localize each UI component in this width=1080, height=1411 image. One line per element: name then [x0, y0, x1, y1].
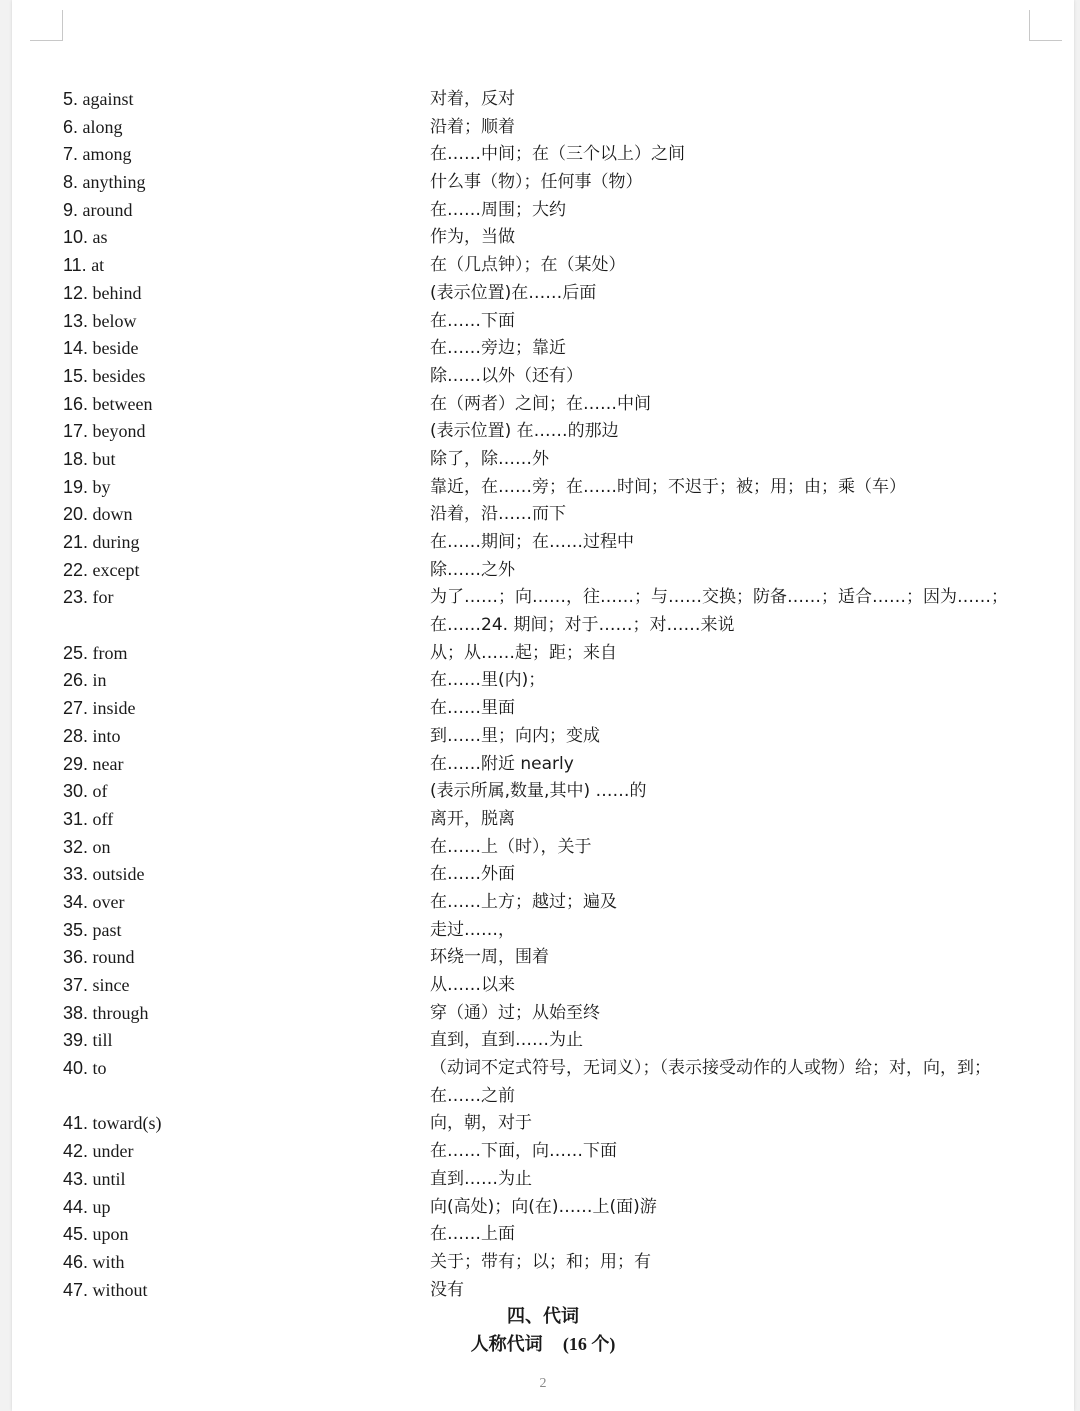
list-item	[12, 335, 1074, 363]
entry-word	[63, 280, 142, 308]
entry-number: 36.	[63, 947, 89, 968]
list-item	[12, 1166, 1074, 1194]
list-item	[12, 1110, 1074, 1138]
entry-word	[63, 889, 125, 917]
entry-meaning	[430, 557, 1040, 585]
entry-term: until	[92, 1168, 126, 1189]
entry-word	[63, 418, 146, 446]
entry-meaning	[430, 86, 1040, 114]
entry-word	[63, 834, 111, 862]
sub-heading-label: 人称代词	[470, 1334, 543, 1355]
entry-number: 12.	[63, 282, 89, 303]
list-item	[12, 778, 1074, 806]
entry-meaning-line-2: 在……24. 期间；对于……；对……来说	[430, 615, 735, 636]
entry-word	[63, 1000, 149, 1028]
entry-number: 40.	[63, 1058, 89, 1079]
entry-meaning-line: 在……周围；大约	[430, 199, 566, 220]
entry-number: 42.	[63, 1141, 89, 1162]
entry-meaning-line: 直到……为止	[430, 1168, 532, 1189]
preposition-list	[12, 86, 1074, 1304]
entry-meaning-line: 在……下面	[430, 310, 515, 331]
entry-meaning-line: 在……下面，向……下面	[430, 1141, 617, 1162]
entry-term: below	[92, 310, 137, 331]
entry-meaning-line: 在……期间；在……过程中	[430, 532, 634, 552]
entry-number: 35.	[63, 919, 89, 940]
entry-meaning	[430, 335, 1040, 363]
entry-term: with	[92, 1251, 125, 1272]
entry-meaning	[430, 501, 1040, 529]
list-item	[12, 169, 1074, 197]
entry-meaning-line: 除了，除……外	[430, 448, 549, 469]
entry-word	[63, 944, 135, 972]
entry-meaning-line: 沿着；顺着	[430, 116, 515, 137]
entry-number: 37.	[63, 975, 89, 996]
entry-word	[63, 1055, 107, 1083]
entry-term: for	[92, 587, 114, 608]
entry-word	[63, 1110, 162, 1138]
entry-meaning	[430, 1027, 1040, 1055]
entry-meaning	[430, 640, 1040, 668]
entry-word	[63, 1194, 111, 1222]
list-item	[12, 1138, 1074, 1166]
entry-number: 18.	[63, 448, 89, 469]
entry-term: except	[92, 559, 140, 580]
entry-number: 11.	[63, 255, 87, 276]
entry-word	[63, 695, 136, 723]
entry-meaning-line: 在……中间；在（三个以上）之间	[430, 144, 685, 165]
entry-meaning-line: 在……上（时），关于	[430, 836, 592, 857]
list-item	[12, 308, 1074, 336]
entry-meaning	[430, 806, 1040, 834]
entry-word	[63, 1221, 129, 1249]
entry-term: since	[92, 975, 130, 996]
section-heading: 四、代词	[507, 1306, 579, 1327]
entry-meaning	[430, 1110, 1040, 1138]
entry-meaning	[430, 1138, 1040, 1166]
entry-meaning	[430, 197, 1040, 225]
entry-word	[63, 391, 153, 419]
entry-meaning	[430, 1249, 1040, 1277]
entry-number: 15.	[63, 365, 89, 386]
list-item	[12, 806, 1074, 834]
entry-meaning-line: 靠近，在……旁；在……时间；不迟于；被；用；由；乘（车）	[430, 476, 906, 497]
entry-number: 29.	[63, 753, 89, 774]
entry-word	[63, 778, 108, 806]
entry-term: but	[92, 448, 116, 469]
entry-word	[63, 169, 146, 197]
entry-meaning-line: 环绕一周，围着	[430, 947, 549, 968]
list-item	[12, 751, 1074, 779]
entry-meaning-line: 没有	[430, 1279, 464, 1300]
entry-number: 6.	[63, 116, 79, 137]
entry-term: beside	[92, 338, 139, 359]
list-item	[12, 1221, 1074, 1249]
entry-word	[63, 640, 128, 668]
entry-term: between	[92, 393, 153, 414]
entry-term: on	[92, 836, 111, 857]
entry-number: 16.	[63, 393, 89, 414]
entry-meaning-line: 在……里(内)；	[430, 670, 546, 691]
list-item	[12, 557, 1074, 585]
entry-meaning	[430, 280, 1040, 308]
list-item	[12, 363, 1074, 391]
entry-number: 9.	[63, 199, 79, 220]
entry-meaning-line: 在……附近 nearly	[430, 753, 574, 774]
entry-meaning-line: 在……旁边；靠近	[430, 338, 566, 359]
entry-meaning	[430, 391, 1040, 419]
sub-heading	[12, 1330, 1074, 1356]
entry-number: 7.	[63, 144, 79, 165]
list-item	[12, 446, 1074, 474]
entry-meaning-line: 在……外面	[430, 864, 515, 885]
crop-mark-top-right	[1029, 10, 1062, 41]
entry-number: 39.	[63, 1030, 89, 1051]
entry-term: from	[92, 642, 128, 663]
entry-meaning	[430, 446, 1040, 474]
entry-number: 47.	[63, 1279, 89, 1300]
entry-meaning-line: 向(高处)；向(在)……上(面)游	[430, 1196, 657, 1217]
list-item	[12, 1055, 1074, 1110]
entry-meaning	[430, 224, 1040, 252]
entry-term: against	[82, 89, 134, 109]
entry-word	[63, 972, 130, 1000]
entry-meaning-line: (表示所属,数量,其中) ……的	[430, 781, 647, 802]
entry-word	[63, 917, 122, 945]
entry-meaning	[430, 695, 1040, 723]
entry-meaning-line: 走过……，	[430, 919, 515, 940]
entry-word	[63, 501, 133, 529]
entry-term: round	[92, 947, 135, 968]
list-item	[12, 197, 1074, 225]
entry-meaning	[430, 944, 1040, 972]
entry-meaning	[430, 308, 1040, 336]
entry-meaning-line: 除……之外	[430, 559, 515, 580]
entry-term: besides	[92, 365, 146, 386]
entry-number: 43.	[63, 1168, 89, 1189]
entry-word	[63, 252, 104, 280]
entry-word	[63, 529, 140, 557]
entry-term: of	[92, 781, 108, 802]
list-item	[12, 224, 1074, 252]
list-item	[12, 280, 1074, 308]
entry-meaning	[430, 169, 1040, 197]
entry-term: in	[92, 670, 107, 691]
entry-meaning-line: 在（两者）之间；在……中间	[430, 393, 651, 414]
entry-meaning	[430, 1055, 1040, 1110]
list-item	[12, 889, 1074, 917]
entry-meaning-line: 为了……；向……，往……；与……交换；防备……；适合……；因为……；	[430, 587, 1008, 608]
entry-term: along	[82, 116, 123, 137]
entry-number: 21.	[63, 532, 89, 552]
entry-term: without	[92, 1279, 148, 1300]
entry-term: during	[92, 532, 140, 552]
entry-term: by	[92, 476, 111, 497]
entry-word	[63, 1277, 148, 1305]
entry-number: 28.	[63, 725, 89, 746]
entry-term: into	[92, 725, 121, 746]
list-item	[12, 584, 1074, 639]
entry-meaning	[430, 889, 1040, 917]
entry-term: past	[92, 919, 122, 940]
list-item	[12, 418, 1074, 446]
entry-meaning	[430, 474, 1040, 502]
entry-word	[63, 584, 114, 612]
list-item	[12, 86, 1074, 114]
entry-word	[63, 1027, 113, 1055]
entry-term: outside	[92, 864, 145, 885]
entry-meaning-line: 沿着，沿……而下	[430, 504, 566, 525]
list-item	[12, 834, 1074, 862]
entry-word	[63, 667, 107, 695]
entry-number: 25.	[63, 642, 89, 663]
entry-number: 30.	[63, 781, 89, 802]
entry-word	[63, 1138, 134, 1166]
entry-meaning-line: 在……上面	[430, 1224, 515, 1245]
entry-term: over	[92, 891, 125, 912]
entry-number: 14.	[63, 338, 89, 359]
entry-meaning-line: 从；从……起；距；来自	[430, 642, 617, 663]
list-item	[12, 1277, 1074, 1305]
entry-word	[63, 363, 146, 391]
entry-number: 45.	[63, 1224, 89, 1245]
list-item	[12, 667, 1074, 695]
crop-mark-top-left	[30, 10, 63, 41]
entry-meaning	[430, 1166, 1040, 1194]
entry-word	[63, 197, 133, 225]
entry-word	[63, 723, 121, 751]
entry-meaning-line: 离开，脱离	[430, 808, 515, 829]
entry-meaning	[430, 917, 1040, 945]
entry-meaning	[430, 363, 1040, 391]
entry-term: near	[92, 753, 124, 774]
entry-meaning	[430, 141, 1040, 169]
entry-word	[63, 557, 140, 585]
entry-meaning	[430, 529, 1040, 557]
entry-meaning-line: (表示位置)在……后面	[430, 282, 597, 303]
list-item	[12, 114, 1074, 142]
entry-meaning	[430, 1000, 1040, 1028]
entry-number: 26.	[63, 670, 89, 691]
entry-number: 41.	[63, 1113, 89, 1134]
entry-word	[63, 224, 108, 252]
entry-word	[63, 751, 124, 779]
list-item	[12, 695, 1074, 723]
entry-term: to	[92, 1058, 107, 1079]
entry-number: 8.	[63, 172, 79, 193]
entry-meaning-line-2: 在……之前	[430, 1085, 515, 1106]
entry-term: off	[92, 808, 114, 829]
entry-term: through	[92, 1002, 149, 1023]
entry-meaning-line: 在……里面	[430, 698, 515, 719]
entry-meaning	[430, 1194, 1040, 1222]
page-number: 2	[539, 1376, 547, 1391]
entry-word	[63, 861, 145, 889]
list-item	[12, 141, 1074, 169]
entry-term: as	[92, 227, 108, 248]
entry-meaning-line: （动词不定式符号，无词义）；（表示接受动作的人或物）给；对，向，到；	[430, 1058, 991, 1079]
entry-meaning-line: 什么事（物）；任何事（物）	[430, 172, 643, 193]
entry-number: 17.	[63, 421, 89, 442]
entry-word	[63, 335, 139, 363]
entry-word	[63, 1166, 126, 1194]
document-page	[12, 0, 1074, 1411]
entry-term: under	[92, 1141, 134, 1162]
entry-word	[63, 806, 113, 834]
entry-number: 13.	[63, 310, 89, 331]
list-item	[12, 723, 1074, 751]
entry-term: at	[91, 255, 105, 276]
entry-meaning	[430, 1221, 1040, 1249]
entry-term: upon	[92, 1224, 129, 1245]
entry-meaning	[430, 834, 1040, 862]
entry-meaning	[430, 1277, 1040, 1305]
entry-number: 46.	[63, 1251, 89, 1272]
entry-term: around	[82, 199, 133, 220]
entry-meaning-line: 直到，直到……为止	[430, 1030, 583, 1051]
entry-term: behind	[92, 282, 142, 303]
entry-number: 44.	[63, 1196, 89, 1217]
list-item	[12, 640, 1074, 668]
entry-term: among	[82, 144, 132, 165]
entry-number: 10.	[63, 227, 89, 248]
list-item	[12, 1194, 1074, 1222]
list-item	[12, 917, 1074, 945]
entry-word	[63, 114, 123, 142]
list-item	[12, 474, 1074, 502]
entry-term: inside	[92, 698, 136, 719]
entry-meaning-line: 对着，反对	[430, 89, 515, 109]
entry-term: up	[92, 1196, 111, 1217]
list-item	[12, 1027, 1074, 1055]
list-item	[12, 501, 1074, 529]
entry-meaning	[430, 252, 1040, 280]
list-item	[12, 1000, 1074, 1028]
entry-meaning	[430, 751, 1040, 779]
entry-meaning-line: 从……以来	[430, 975, 515, 996]
entry-meaning	[430, 861, 1040, 889]
entry-meaning	[430, 584, 1040, 639]
entry-meaning	[430, 114, 1040, 142]
entry-number: 19.	[63, 476, 89, 497]
list-item	[12, 529, 1074, 557]
entry-term: beyond	[92, 421, 146, 442]
entry-number: 31.	[63, 808, 89, 829]
entry-term: till	[92, 1030, 113, 1051]
entry-term: down	[92, 504, 133, 525]
list-item	[12, 972, 1074, 1000]
entry-number: 27.	[63, 698, 89, 719]
entry-meaning-line: 穿（通）过；从始至终	[430, 1002, 600, 1023]
entry-meaning	[430, 723, 1040, 751]
list-item	[12, 391, 1074, 419]
entry-word	[63, 141, 132, 169]
entry-term: anything	[82, 172, 146, 193]
list-item	[12, 252, 1074, 280]
entry-number: 33.	[63, 864, 89, 885]
entry-meaning	[430, 667, 1040, 695]
entry-meaning-line: 在……上方；越过；遍及	[430, 891, 617, 912]
entry-number: 5.	[63, 89, 79, 109]
list-item	[12, 944, 1074, 972]
entry-meaning	[430, 418, 1040, 446]
entry-word	[63, 308, 137, 336]
entry-word	[63, 1249, 125, 1277]
entry-meaning-line: 除……以外（还有）	[430, 365, 583, 386]
entry-number: 34.	[63, 891, 89, 912]
entry-meaning-line: 作为，当做	[430, 227, 515, 248]
entry-word	[63, 86, 134, 114]
entry-number: 32.	[63, 836, 89, 857]
entry-meaning-line: 向，朝，对于	[430, 1113, 532, 1134]
entry-number: 23.	[63, 587, 89, 608]
entry-number: 22.	[63, 559, 89, 580]
sub-heading-count: (16 个)	[562, 1334, 616, 1354]
list-item	[12, 861, 1074, 889]
entry-meaning	[430, 778, 1040, 806]
entry-term: toward(s)	[92, 1113, 162, 1134]
entry-meaning-line: 关于；带有；以；和；用；有	[430, 1251, 651, 1272]
entry-meaning-line: (表示位置) 在……的那边	[430, 421, 619, 442]
entry-word	[63, 446, 116, 474]
entry-meaning	[430, 972, 1040, 1000]
entry-number: 20.	[63, 504, 89, 525]
entry-number: 38.	[63, 1002, 89, 1023]
entry-meaning-line: 到……里；向内；变成	[430, 725, 600, 746]
list-item	[12, 1249, 1074, 1277]
entry-word	[63, 474, 111, 502]
entry-meaning-line: 在（几点钟）；在（某处）	[430, 255, 626, 276]
